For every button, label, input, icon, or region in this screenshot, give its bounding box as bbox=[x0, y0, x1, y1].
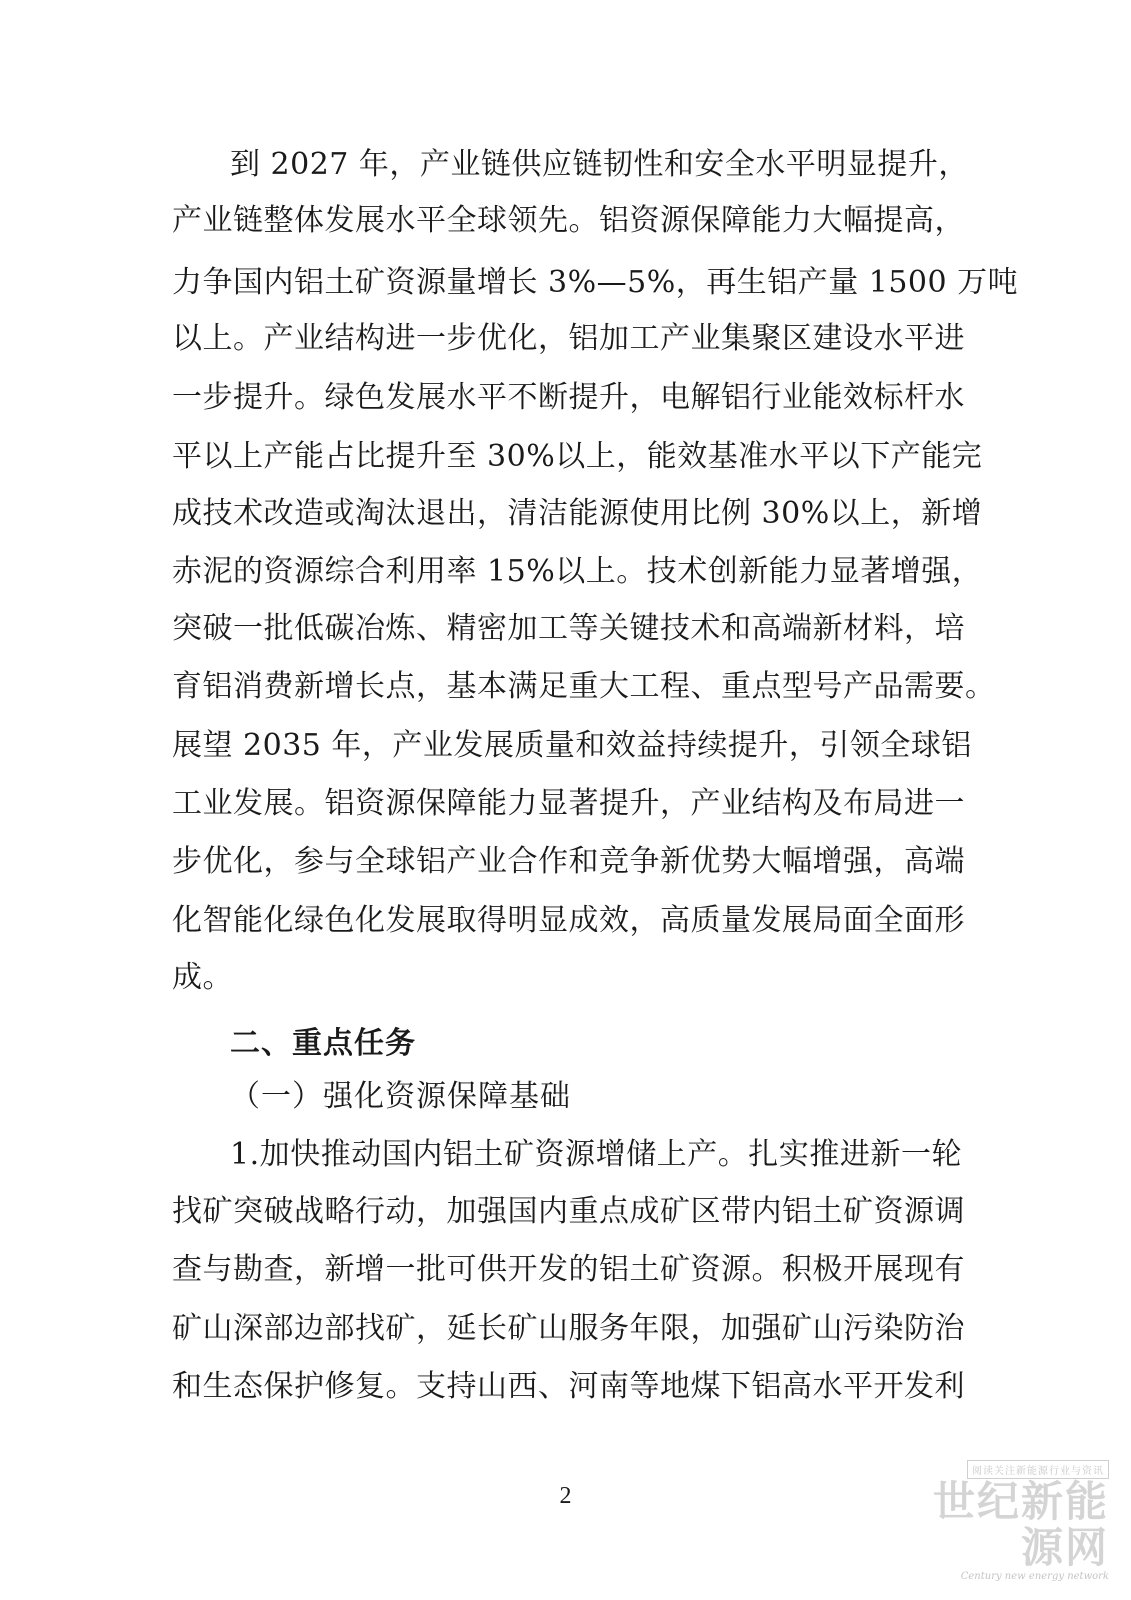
goals-line-7: 成技术改造或淘汰退出，清洁能源使用比例 30%以上，新增 bbox=[172, 496, 983, 531]
goals-line-10: 育铝消费新增长点，基本满足重大工程、重点型号产品需要。 bbox=[172, 669, 996, 704]
task1-line-4: 矿山深部边部找矿，延长矿山服务年限，加强矿山污染防治 bbox=[172, 1311, 965, 1346]
goals-line-14: 化智能化绿色化发展取得明显成效，高质量发展局面全面形 bbox=[172, 903, 965, 938]
watermark-top-text: 阅读关注新能源行业与资讯 bbox=[967, 1460, 1109, 1479]
task1-line-3: 查与勘查，新增一批可供开发的铝土矿资源。积极开展现有 bbox=[172, 1252, 965, 1287]
task1-line-5: 和生态保护修复。支持山西、河南等地煤下铝高水平开发利 bbox=[172, 1369, 965, 1404]
watermark-main-text: 世纪新能源网 bbox=[932, 1477, 1109, 1572]
task1-line-1: 1.加快推动国内铝土矿资源增储上产。扎实推进新一轮 bbox=[230, 1137, 962, 1172]
task1-line-2: 找矿突破战略行动，加强国内重点成矿区带内铝土矿资源调 bbox=[172, 1194, 965, 1229]
watermark-sub-text: Century new energy network bbox=[960, 1571, 1109, 1582]
goals-line-5: 一步提升。绿色发展水平不断提升，电解铝行业能效标杆水 bbox=[172, 380, 965, 415]
watermark-logo bbox=[909, 1459, 1109, 1582]
goals-line-4: 以上。产业结构进一步优化，铝加工产业集聚区建设水平进 bbox=[172, 321, 965, 356]
section-heading: 二、重点任务 bbox=[230, 1026, 416, 1061]
goals-line-11: 展望 2035 年，产业发展质量和效益持续提升，引领全球铝 bbox=[172, 728, 972, 763]
goals-line-15: 成。 bbox=[172, 960, 233, 995]
goals-line-12: 工业发展。铝资源保障能力显著提升，产业结构及布局进一 bbox=[172, 786, 965, 821]
goals-line-3: 力争国内铝土矿资源量增长 3%—5%，再生铝产量 1500 万吨 bbox=[172, 265, 1019, 300]
goals-line-1: 到 2027 年，产业链供应链韧性和安全水平明显提升， bbox=[230, 147, 969, 182]
goals-line-13: 步优化，参与全球铝产业合作和竞争新优势大幅增强，高端 bbox=[172, 844, 965, 879]
goals-line-2: 产业链整体发展水平全球领先。铝资源保障能力大幅提高， bbox=[172, 203, 965, 238]
subsection-heading: （一）强化资源保障基础 bbox=[230, 1079, 571, 1114]
goals-line-6: 平以上产能占比提升至 30%以上，能效基准水平以下产能完 bbox=[172, 439, 983, 474]
page-number: 2 bbox=[559, 1483, 572, 1509]
goals-line-8: 赤泥的资源综合利用率 15%以上。技术创新能力显著增强， bbox=[172, 554, 983, 589]
goals-line-9: 突破一批低碳冶炼、精密加工等关键技术和高端新材料，培 bbox=[172, 611, 965, 646]
